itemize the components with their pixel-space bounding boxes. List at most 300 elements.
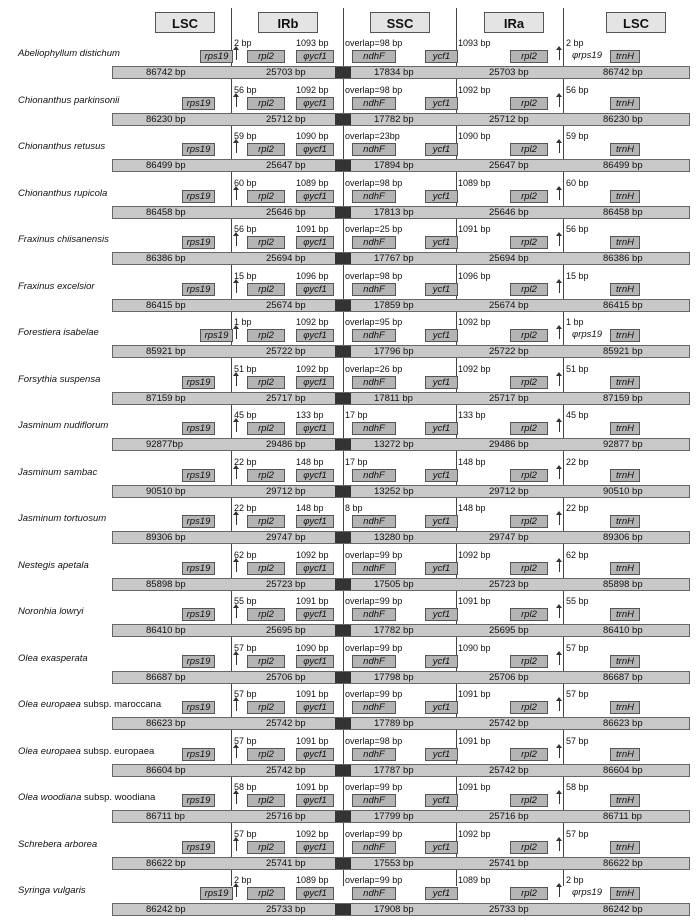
gene-rpl2-ira: rpl2 — [510, 469, 548, 482]
arrow-icon — [236, 699, 237, 711]
gene-rpl2-ira: rpl2 — [510, 748, 548, 761]
gene-ycf1: ycf1 — [425, 190, 458, 203]
ira-length: 25742 bp — [489, 764, 529, 776]
gene-rpl2-irb: rpl2 — [247, 748, 285, 761]
ira-ycf1-length: 1092 bp — [458, 549, 491, 560]
lsc1-length: 86410 bp — [146, 625, 186, 636]
gene-trnH: trnH — [610, 50, 640, 63]
gene-rpl2-irb: rpl2 — [247, 515, 285, 528]
arrow-icon — [559, 48, 560, 60]
ssc-boundary-block — [335, 858, 351, 869]
ira-lsc-distance: 60 bp — [566, 177, 589, 188]
ssc-length: 17505 bp — [374, 578, 414, 590]
gene-ndhF: ndhF — [352, 515, 396, 528]
arrow-icon — [236, 560, 237, 572]
species-row — [0, 689, 700, 735]
gene-ycf1: ycf1 — [425, 236, 458, 249]
species-binomial: Chionanthus retusus — [18, 141, 106, 152]
region-header-lsc-left: LSC — [155, 12, 215, 33]
gene-rpl2-ira: rpl2 — [510, 887, 548, 900]
gene-rps19-pseudo: φrps19 — [572, 329, 602, 340]
lsc1-length: 90510 bp — [146, 485, 186, 497]
lsc2-length: 89306 bp — [603, 532, 643, 543]
species-binomial: Fraxinus excelsior — [18, 280, 95, 292]
ira-ycf1-length: 1091 bp — [458, 689, 491, 699]
gene-ycf1-pseudo: φycf1 — [296, 515, 334, 528]
ira-ycf1-length: 1089 bp — [458, 177, 491, 188]
ssc-boundary-block — [335, 439, 351, 450]
lsc1-length: 86623 bp — [146, 718, 186, 729]
gene-rps19: rps19 — [182, 748, 215, 761]
irb-length: 25716 bp — [266, 811, 306, 822]
gene-ndhF: ndhF — [352, 841, 396, 854]
lsc-irb-distance: 59 bp — [234, 131, 257, 141]
ssc-junction-note: overlap=98 bp — [345, 270, 403, 281]
irb-ycf1-length: 1092 bp — [296, 317, 329, 327]
lsc-irb-distance: 57 bp — [234, 828, 257, 839]
species-binomial: Abeliophyllum distichum — [18, 48, 120, 59]
irb-length: 25741 bp — [266, 857, 306, 869]
gene-ndhF: ndhF — [352, 283, 396, 296]
gene-rpl2-irb: rpl2 — [247, 236, 285, 249]
gene-ycf1: ycf1 — [425, 608, 458, 621]
gene-ycf1-pseudo: φycf1 — [296, 422, 334, 435]
ira-lsc-distance: 51 bp — [566, 363, 589, 374]
lsc-irb-distance: 22 bp — [234, 456, 257, 467]
lsc2-length: 87159 bp — [603, 392, 643, 404]
gene-ycf1-pseudo: φycf1 — [296, 655, 334, 668]
gene-rpl2-irb: rpl2 — [247, 190, 285, 203]
irb-length: 25722 bp — [266, 346, 306, 357]
gene-rpl2-ira: rpl2 — [510, 236, 548, 249]
ssc-boundary-block — [335, 67, 351, 78]
arrow-icon — [559, 885, 560, 897]
ssc-junction-note: overlap=95 bp — [345, 317, 403, 327]
species-row — [0, 410, 700, 456]
species-binomial: Chionanthus rupicola — [18, 187, 108, 199]
species-row — [0, 457, 700, 503]
region-header-lsc-right: LSC — [606, 12, 666, 33]
lsc-irb-distance: 15 bp — [234, 270, 257, 281]
gene-ycf1: ycf1 — [425, 469, 458, 482]
arrow-icon — [236, 281, 237, 293]
ssc-boundary-block — [335, 114, 351, 125]
ssc-length: 17811 bp — [374, 392, 413, 404]
gene-ycf1-pseudo: φycf1 — [296, 608, 334, 621]
ssc-boundary-block — [335, 904, 351, 915]
gene-rps19: rps19 — [182, 608, 215, 621]
irb-ycf1-length: 1091 bp — [296, 735, 329, 746]
species-row — [0, 85, 700, 131]
lsc-irb-distance: 51 bp — [234, 363, 257, 374]
gene-rpl2-irb: rpl2 — [247, 143, 285, 156]
gene-rpl2-irb: rpl2 — [247, 469, 285, 482]
irb-length: 25706 bp — [266, 671, 306, 683]
gene-ndhF: ndhF — [352, 329, 396, 342]
ira-ycf1-length: 1089 bp — [458, 875, 491, 885]
arrow-icon — [236, 141, 237, 153]
ssc-boundary-block — [335, 579, 351, 590]
ssc-junction-note: overlap=99 bp — [345, 828, 403, 839]
ssc-boundary-block — [335, 532, 351, 543]
arrow-icon — [559, 234, 560, 246]
arrow-icon — [236, 606, 237, 618]
irb-ycf1-length: 1091 bp — [296, 782, 329, 792]
irb-length: 25742 bp — [266, 718, 306, 729]
gene-rpl2-ira: rpl2 — [510, 97, 548, 110]
gene-ycf1: ycf1 — [425, 143, 458, 156]
gene-ycf1-pseudo: φycf1 — [296, 190, 334, 203]
ssc-boundary-block — [335, 300, 351, 311]
ira-length: 25723 bp — [489, 578, 529, 590]
gene-ycf1: ycf1 — [425, 97, 458, 110]
lsc1-length: 86415 bp — [146, 299, 186, 311]
ssc-boundary-block — [335, 160, 351, 171]
gene-rpl2-irb: rpl2 — [247, 655, 285, 668]
gene-ndhF: ndhF — [352, 887, 396, 900]
gene-trnH: trnH — [610, 887, 640, 900]
lsc2-length: 86410 bp — [603, 625, 643, 636]
gene-rps19: rps19 — [182, 376, 215, 389]
lsc2-length: 86499 bp — [603, 160, 643, 171]
ssc-junction-note: 8 bp — [345, 503, 363, 513]
irb-ycf1-length: 1090 bp — [296, 642, 329, 653]
ira-lsc-distance: 45 bp — [566, 410, 589, 420]
gene-rps19: rps19 — [200, 329, 233, 342]
gene-rpl2-ira: rpl2 — [510, 794, 548, 807]
gene-trnH: trnH — [610, 841, 640, 854]
ira-ycf1-length: 1092 bp — [458, 363, 491, 374]
ssc-junction-note: overlap=99 bp — [345, 596, 403, 606]
species-subspecies: subsp. maroccana — [80, 699, 162, 710]
ssc-junction-note: overlap=23bp — [345, 131, 400, 141]
gene-trnH: trnH — [610, 376, 640, 389]
lsc-irb-distance: 22 bp — [234, 503, 257, 513]
lsc2-length: 86622 bp — [603, 857, 643, 869]
irb-ycf1-length: 1092 bp — [296, 363, 329, 374]
ira-lsc-distance: 22 bp — [566, 456, 589, 467]
gene-ndhF: ndhF — [352, 562, 396, 575]
irb-ycf1-length: 1090 bp — [296, 131, 329, 141]
gene-trnH: trnH — [610, 283, 640, 296]
irb-length: 25712 bp — [266, 113, 306, 125]
ssc-length: 17767 bp — [374, 253, 414, 264]
ira-length: 25742 bp — [489, 718, 529, 729]
arrow-icon — [559, 606, 560, 618]
ira-lsc-distance: 57 bp — [566, 689, 589, 699]
ssc-boundary-block — [335, 393, 351, 404]
ira-length: 25694 bp — [489, 253, 529, 264]
ira-length: 25647 bp — [489, 160, 529, 171]
lsc-irb-distance: 57 bp — [234, 689, 257, 699]
lsc2-length: 86604 bp — [603, 764, 643, 776]
species-row — [0, 736, 700, 782]
gene-ycf1: ycf1 — [425, 376, 458, 389]
irb-ycf1-length: 148 bp — [296, 456, 324, 467]
lsc-irb-distance: 58 bp — [234, 782, 257, 792]
lsc2-length: 92877 bp — [603, 439, 643, 450]
gene-trnH: trnH — [610, 515, 640, 528]
gene-rps19: rps19 — [182, 143, 215, 156]
species-row — [0, 271, 700, 317]
gene-ndhF: ndhF — [352, 422, 396, 435]
gene-rps19: rps19 — [182, 283, 215, 296]
ssc-junction-note: overlap=99 bp — [345, 875, 403, 885]
ssc-length: 17789 bp — [374, 718, 414, 729]
gene-ndhF: ndhF — [352, 469, 396, 482]
gene-trnH: trnH — [610, 329, 640, 342]
species-row — [0, 596, 700, 642]
gene-rpl2-ira: rpl2 — [510, 608, 548, 621]
species-row — [0, 503, 700, 549]
gene-rpl2-irb: rpl2 — [247, 422, 285, 435]
gene-ycf1-pseudo: φycf1 — [296, 748, 334, 761]
ira-length: 25674 bp — [489, 299, 529, 311]
lsc-irb-distance: 2 bp — [234, 38, 252, 48]
irb-length: 25647 bp — [266, 160, 306, 171]
gene-rps19: rps19 — [182, 97, 215, 110]
ssc-junction-note: overlap=99 bp — [345, 549, 403, 560]
gene-trnH: trnH — [610, 701, 640, 714]
gene-ycf1: ycf1 — [425, 841, 458, 854]
arrow-icon — [236, 188, 237, 200]
gene-ycf1-pseudo: φycf1 — [296, 841, 334, 854]
ira-length: 25706 bp — [489, 671, 529, 683]
ira-lsc-distance: 1 bp — [566, 317, 584, 327]
lsc1-length: 86230 bp — [146, 113, 186, 125]
lsc2-length: 90510 bp — [603, 485, 643, 497]
irb-ycf1-length: 1091 bp — [296, 224, 329, 234]
lsc-irb-distance: 2 bp — [234, 875, 252, 885]
gene-ndhF: ndhF — [352, 50, 396, 63]
lsc-irb-distance: 57 bp — [234, 735, 257, 746]
species-row — [0, 131, 700, 177]
irb-ycf1-length: 1089 bp — [296, 177, 329, 188]
gene-ycf1: ycf1 — [425, 283, 458, 296]
ira-ycf1-length: 1093 bp — [458, 38, 491, 48]
gene-ycf1-pseudo: φycf1 — [296, 50, 334, 63]
ira-length: 25722 bp — [489, 346, 529, 357]
lsc1-length: 86242 bp — [146, 904, 186, 915]
gene-rpl2-irb: rpl2 — [247, 329, 285, 342]
ira-ycf1-length: 148 bp — [458, 503, 486, 513]
gene-rpl2-ira: rpl2 — [510, 283, 548, 296]
ira-length: 25733 bp — [489, 904, 529, 915]
arrow-icon — [559, 467, 560, 479]
lsc-irb-distance: 45 bp — [234, 410, 257, 420]
species-row — [0, 224, 700, 270]
species-binomial: Schrebera arborea — [18, 838, 98, 850]
gene-ycf1: ycf1 — [425, 887, 458, 900]
gene-trnH: trnH — [610, 97, 640, 110]
gene-ycf1-pseudo: φycf1 — [296, 329, 334, 342]
gene-ndhF: ndhF — [352, 236, 396, 249]
ssc-length: 17834 bp — [374, 67, 414, 78]
gene-rps19: rps19 — [182, 236, 215, 249]
ira-lsc-distance: 62 bp — [566, 549, 589, 560]
irb-length: 25717 bp — [266, 392, 306, 404]
ira-ycf1-length: 133 bp — [458, 410, 486, 420]
ssc-junction-note: overlap=98 bp — [345, 735, 403, 746]
gene-trnH: trnH — [610, 608, 640, 621]
gene-rpl2-ira: rpl2 — [510, 50, 548, 63]
ira-ycf1-length: 1090 bp — [458, 642, 491, 653]
ira-ycf1-length: 1091 bp — [458, 224, 491, 234]
gene-ycf1: ycf1 — [425, 329, 458, 342]
gene-rpl2-irb: rpl2 — [247, 97, 285, 110]
lsc2-length: 86386 bp — [603, 253, 643, 264]
ssc-boundary-block — [335, 346, 351, 357]
ssc-junction-note: overlap=99 bp — [345, 642, 403, 653]
arrow-icon — [236, 653, 237, 665]
gene-ycf1: ycf1 — [425, 50, 458, 63]
gene-rpl2-ira: rpl2 — [510, 515, 548, 528]
gene-rpl2-irb: rpl2 — [247, 841, 285, 854]
gene-ycf1-pseudo: φycf1 — [296, 469, 334, 482]
ira-length: 25695 bp — [489, 625, 529, 636]
irb-length: 29486 bp — [266, 439, 306, 450]
ira-ycf1-length: 148 bp — [458, 456, 486, 467]
lsc2-length: 86687 bp — [603, 671, 643, 683]
ira-length: 29486 bp — [489, 439, 529, 450]
arrow-icon — [236, 374, 237, 386]
arrow-icon — [236, 234, 237, 246]
lsc2-length: 85921 bp — [603, 346, 643, 357]
irb-length: 25646 bp — [266, 206, 306, 218]
gene-rpl2-irb: rpl2 — [247, 376, 285, 389]
region-header-irb: IRb — [258, 12, 318, 33]
gene-ndhF: ndhF — [352, 748, 396, 761]
gene-ycf1: ycf1 — [425, 655, 458, 668]
gene-rpl2-ira: rpl2 — [510, 701, 548, 714]
species-binomial: Forestiera isabelae — [18, 327, 99, 338]
gene-ycf1: ycf1 — [425, 562, 458, 575]
ira-length: 25717 bp — [489, 392, 529, 404]
ira-length: 25741 bp — [489, 857, 529, 869]
gene-ndhF: ndhF — [352, 701, 396, 714]
species-binomial: Forsythia suspensa — [18, 373, 101, 385]
ira-lsc-distance: 15 bp — [566, 270, 589, 281]
lsc-irb-distance: 1 bp — [234, 317, 252, 327]
lsc2-length: 86458 bp — [603, 206, 643, 218]
lsc1-length: 92877bp — [146, 439, 183, 450]
arrow-icon — [559, 420, 560, 432]
arrow-icon — [559, 95, 560, 107]
arrow-icon — [559, 327, 560, 339]
gene-ycf1-pseudo: φycf1 — [296, 562, 334, 575]
gene-rps19-pseudo: φrps19 — [572, 887, 602, 898]
arrow-icon — [236, 839, 237, 851]
ssc-length: 17799 bp — [374, 811, 414, 822]
gene-rpl2-irb: rpl2 — [247, 701, 285, 714]
arrow-icon — [559, 281, 560, 293]
arrow-icon — [236, 885, 237, 897]
species-row — [0, 38, 700, 84]
gene-rpl2-irb: rpl2 — [247, 283, 285, 296]
gene-rpl2-irb: rpl2 — [247, 50, 285, 63]
ira-lsc-distance: 22 bp — [566, 503, 589, 513]
lsc1-length: 85921 bp — [146, 346, 186, 357]
lsc1-length: 86386 bp — [146, 253, 186, 264]
gene-rps19: rps19 — [182, 469, 215, 482]
gene-rps19: rps19 — [200, 887, 233, 900]
lsc-irb-distance: 57 bp — [234, 642, 257, 653]
gene-rpl2-ira: rpl2 — [510, 422, 548, 435]
ira-lsc-distance: 56 bp — [566, 224, 589, 234]
arrow-icon — [236, 467, 237, 479]
irb-ycf1-length: 1091 bp — [296, 596, 329, 606]
species-row — [0, 317, 700, 363]
gene-ycf1-pseudo: φycf1 — [296, 97, 334, 110]
arrow-icon — [236, 95, 237, 107]
gene-rpl2-irb: rpl2 — [247, 562, 285, 575]
lsc2-length: 86742 bp — [603, 67, 643, 78]
ssc-length: 17813 bp — [374, 206, 414, 218]
lsc2-length: 86230 bp — [603, 113, 643, 125]
species-row — [0, 643, 700, 689]
species-binomial: Jasminum nudiflorum — [18, 420, 109, 431]
ssc-junction-note: overlap=25 bp — [345, 224, 403, 234]
gene-rps19: rps19 — [182, 701, 215, 714]
irb-length: 25694 bp — [266, 253, 306, 264]
species-binomial: Jasminum sambac — [18, 466, 98, 478]
gene-ycf1-pseudo: φycf1 — [296, 236, 334, 249]
gene-trnH: trnH — [610, 562, 640, 575]
gene-ndhF: ndhF — [352, 190, 396, 203]
gene-rpl2-ira: rpl2 — [510, 190, 548, 203]
lsc1-length: 86742 bp — [146, 67, 186, 78]
arrow-icon — [559, 513, 560, 525]
ssc-length: 13252 bp — [374, 485, 414, 497]
arrow-icon — [559, 374, 560, 386]
ssc-boundary-block — [335, 486, 351, 497]
ssc-junction-note: overlap=99 bp — [345, 689, 403, 699]
ira-lsc-distance: 57 bp — [566, 735, 589, 746]
lsc2-length: 85898 bp — [603, 578, 643, 590]
species-binomial: Syringa vulgaris — [18, 885, 86, 896]
gene-rps19: rps19 — [182, 190, 215, 203]
arrow-icon — [236, 48, 237, 60]
ira-ycf1-length: 1096 bp — [458, 270, 491, 281]
gene-rpl2-irb: rpl2 — [247, 887, 285, 900]
ssc-boundary-block — [335, 207, 351, 218]
gene-rps19: rps19 — [182, 841, 215, 854]
ssc-boundary-block — [335, 811, 351, 822]
ira-lsc-distance: 2 bp — [566, 38, 584, 48]
irb-ycf1-length: 1092 bp — [296, 549, 329, 560]
ira-lsc-distance: 57 bp — [566, 828, 589, 839]
irb-length: 25695 bp — [266, 625, 306, 636]
lsc2-length: 86623 bp — [603, 718, 643, 729]
arrow-icon — [236, 513, 237, 525]
irb-length: 25733 bp — [266, 904, 306, 915]
arrow-icon — [236, 420, 237, 432]
gene-ycf1-pseudo: φycf1 — [296, 143, 334, 156]
ira-ycf1-length: 1091 bp — [458, 596, 491, 606]
ira-length: 29712 bp — [489, 485, 529, 497]
species-binomial: Olea woodiana — [18, 792, 82, 803]
ssc-length: 17787 bp — [374, 764, 414, 776]
lsc1-length: 87159 bp — [146, 392, 186, 404]
irb-ycf1-length: 1092 bp — [296, 828, 329, 839]
ira-lsc-distance: 57 bp — [566, 642, 589, 653]
species-subspecies: subsp. europaea — [80, 745, 155, 757]
gene-ndhF: ndhF — [352, 608, 396, 621]
gene-rpl2-ira: rpl2 — [510, 841, 548, 854]
gene-ycf1-pseudo: φycf1 — [296, 887, 334, 900]
arrow-icon — [559, 188, 560, 200]
irb-ycf1-length: 1092 bp — [296, 84, 329, 95]
